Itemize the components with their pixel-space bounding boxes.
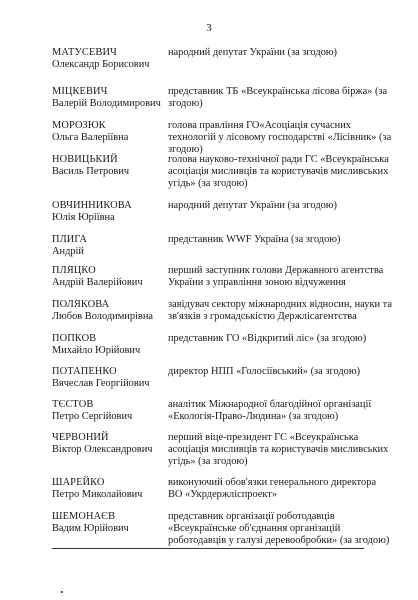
member-surname: МАТУСЕВИЧ	[52, 47, 117, 58]
member-person	[52, 299, 168, 333]
member-given-names: Михайло Юрійович	[52, 345, 141, 357]
member-given-names: Андрій	[52, 246, 84, 258]
member-person	[52, 86, 168, 120]
member-entry	[52, 200, 392, 234]
member-entry	[52, 333, 392, 366]
member-surname: ШАРЕЙКО	[52, 477, 105, 488]
member-given-names: Вадим Юрійович	[52, 523, 129, 535]
member-entry	[52, 47, 392, 86]
member-entry	[52, 234, 392, 265]
member-role: аналітик Міжнародної благодійної організації «Екологія-Право-Людина» (за згодою)	[168, 399, 372, 423]
member-surname: ПЛЯЦКО	[52, 265, 96, 276]
member-role: голова науково-технічної ради ГС «Всеукраїнська асоціація мисливців та користувачів мисливських угідь» (за згодою)	[168, 154, 389, 190]
member-person	[52, 511, 168, 557]
member-given-names: Василь Петрович	[52, 166, 130, 178]
member-entry	[52, 265, 392, 299]
member-entry	[52, 432, 392, 477]
member-entry	[52, 154, 392, 200]
scan-speck	[61, 591, 63, 593]
member-entry	[52, 86, 392, 120]
member-given-names: Валерій Володимирович	[52, 98, 161, 110]
member-given-names: Олександр Борисович	[52, 59, 150, 71]
member-surname: ОВЧИННИКОВА	[52, 200, 132, 211]
member-surname: ПОПКОВ	[52, 333, 97, 344]
member-given-names: Вячеслав Георгійович	[52, 378, 150, 390]
member-role: директор НПП «Голосіївський» (за згодою)	[168, 366, 361, 377]
member-given-names: Ольга Валеріївна	[52, 132, 129, 144]
member-surname: ПОЛЯКОВА	[52, 299, 110, 310]
member-surname: ПОТАПЕНКО	[52, 366, 117, 377]
member-entry	[52, 477, 392, 511]
member-given-names: Юлія Юріївна	[52, 212, 115, 224]
member-person	[52, 234, 168, 265]
member-person	[52, 265, 168, 299]
member-person	[52, 47, 168, 86]
member-role: голова правління ГО«Асоціація сучасних технологій у лісовому господарстві «Лісівник» (за згодою)	[168, 120, 392, 156]
member-role: перший заступник голови Державного агентства України з управління зоною відчуження	[168, 265, 384, 289]
page-number: 3	[206, 22, 212, 34]
member-role: народний депутат України (за згодою)	[168, 200, 338, 211]
bottom-rule	[52, 548, 364, 549]
member-role: представник ГО «Відкритий ліс» (за згодою)	[168, 333, 367, 344]
member-surname: ТЄСТОВ	[52, 399, 94, 410]
member-surname: ШЕМОНАЄВ	[52, 511, 116, 522]
member-person	[52, 333, 168, 366]
member-person	[52, 366, 168, 399]
member-role: представник WWF Україна (за згодою)	[168, 234, 341, 245]
member-given-names: Віктор Олександрович	[52, 444, 153, 456]
member-entry	[52, 120, 392, 154]
member-given-names: Петро Сергійович	[52, 411, 133, 423]
member-person	[52, 200, 168, 234]
member-entry	[52, 399, 392, 432]
member-given-names: Петро Миколайович	[52, 489, 143, 501]
member-role: перший віце-президент ГС «Всеукраїнська асоціація мисливців та користувачів мисливських угідь» (за згодою)	[168, 432, 389, 468]
member-entry	[52, 299, 392, 333]
member-role: завідувач сектору міжнародних відносин, науки та зв'язків з громадськістю Держлісагентства	[168, 299, 392, 323]
member-entry	[52, 366, 392, 399]
member-given-names: Любов Володимирівна	[52, 311, 154, 323]
member-person	[52, 432, 168, 477]
member-role: представник організації роботодавців «Всеукраїнське об'єднання організацій роботодавців у галузі деревообробки» (за згодою)	[168, 511, 390, 547]
member-given-names: Андрій Валерійович	[52, 277, 143, 289]
member-surname: НОВИЦЬКИЙ	[52, 154, 118, 165]
member-surname: МОРОЗЮК	[52, 120, 106, 131]
member-surname: МІЦКЕВИЧ	[52, 86, 108, 97]
member-entry	[52, 511, 392, 557]
member-surname: ПЛИГА	[52, 234, 87, 245]
member-role: виконуючий обов'язки генерального директора ВО «Укрдержліспроект»	[168, 477, 377, 501]
member-role: народний депутат України (за згодою)	[168, 47, 338, 58]
member-person	[52, 399, 168, 432]
member-person	[52, 120, 168, 154]
member-surname: ЧЕРВОНИЙ	[52, 432, 109, 443]
member-role: представник ТБ «Всеукраїнська лісова біржа» (за згодою)	[168, 86, 388, 110]
member-person	[52, 154, 168, 200]
member-list	[52, 47, 392, 557]
member-person	[52, 477, 168, 511]
